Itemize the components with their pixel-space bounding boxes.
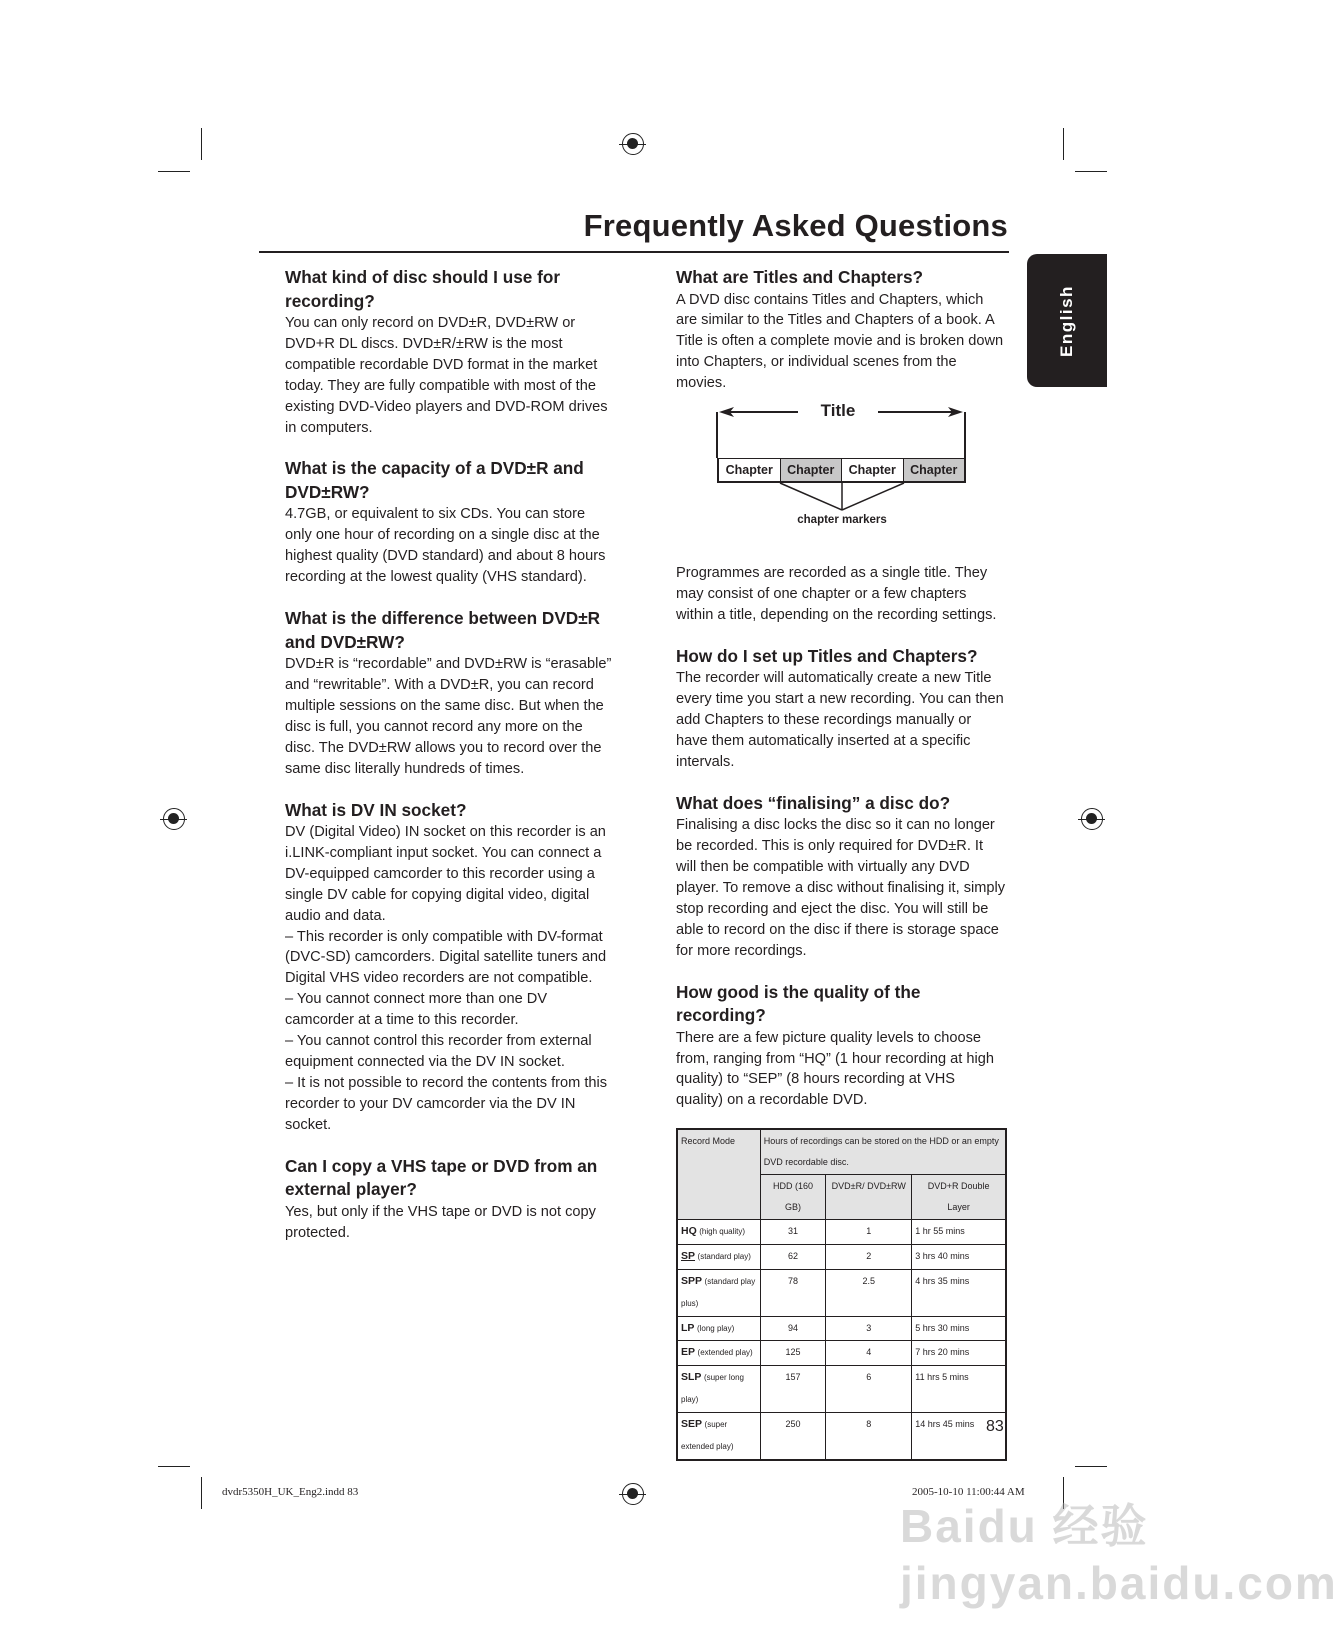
mode-cell bbox=[677, 1366, 760, 1413]
registration-mark-icon bbox=[622, 133, 644, 155]
crop-mark bbox=[158, 171, 190, 172]
faq-question: What does “finalising” a disc do? bbox=[676, 792, 951, 813]
mode-desc: (super long play) bbox=[681, 1373, 744, 1405]
header-hdd: HDD (160 GB) bbox=[760, 1175, 825, 1220]
footer-timestamp: 2005-10-10 11:00:44 AM bbox=[912, 1486, 1025, 1498]
header-record-mode: Record Mode bbox=[677, 1129, 760, 1219]
faq-answer: Finalising a disc locks the disc so it can no longer be recorded. This is only required for DVD±R. It will then be compatible with virtually any DVD player. To remove a disc without finalising it, simply stop recording and eject the disc. You will still be able to record on the disc if there is storage space for more recordings. bbox=[676, 817, 1006, 959]
faq-question: How do I set up Titles and Chapters? bbox=[676, 645, 978, 666]
dvd-cell: 3 bbox=[826, 1316, 912, 1341]
faq-answer: There are a few picture quality levels to choose from, ranging from “HQ” (1 hour recording at high quality) to “SEP” (8 hours recording at VHS quality) on a recordable DVD. bbox=[676, 1029, 994, 1109]
mode-cell bbox=[677, 1413, 760, 1460]
mode-cell bbox=[677, 1269, 760, 1316]
hdd-cell: 250 bbox=[760, 1413, 825, 1460]
faq-question: What are Titles and Chapters? bbox=[676, 267, 924, 287]
dvd-cell: 8 bbox=[826, 1413, 912, 1460]
hdd-cell: 94 bbox=[760, 1316, 825, 1341]
footer-file: dvdr5350H_UK_Eng2.indd 83 bbox=[222, 1486, 359, 1498]
faq-answer: – This recorder is only compatible with DV-format (DVC-SD) camcorders. Digital satellite tuners and Digital VHS video recorders are not compatible. bbox=[285, 928, 607, 987]
mode-cell bbox=[677, 1219, 760, 1244]
registration-mark-icon bbox=[622, 1483, 644, 1505]
page-title: Frequently Asked Questions bbox=[583, 208, 1008, 243]
crop-mark bbox=[201, 128, 202, 160]
mode-desc: (standard play) bbox=[697, 1251, 751, 1261]
mode-code: SP bbox=[681, 1249, 696, 1262]
chapter-box: Chapter bbox=[842, 459, 904, 481]
page-number: 83 bbox=[986, 1418, 1004, 1435]
table-row bbox=[677, 1244, 1006, 1269]
hdd-cell: 125 bbox=[760, 1341, 825, 1366]
faq-answer: – You cannot control this recorder from external equipment connected via the DV IN socket. bbox=[285, 1033, 592, 1070]
mode-cell bbox=[677, 1244, 760, 1269]
dvd-cell: 1 bbox=[826, 1219, 912, 1244]
titles-chapters-diagram bbox=[676, 398, 1006, 563]
crop-mark bbox=[201, 1477, 202, 1509]
faq-answer: 4.7GB, or equivalent to six CDs. You can store only one hour of recording on a single disc at the highest quality (DVD standard) and about 8 hours recording at the lowest quality (VHS standard). bbox=[285, 506, 606, 586]
mode-desc: (standard play plus) bbox=[681, 1276, 756, 1308]
faq-question: Can I copy a VHS tape or DVD from an external player? bbox=[285, 1155, 598, 1200]
table-row bbox=[677, 1341, 1006, 1366]
mode-code: EP bbox=[681, 1346, 696, 1359]
crop-mark bbox=[1075, 171, 1107, 172]
header-dvd: DVD±R/ DVD±RW bbox=[826, 1175, 912, 1220]
baidu-watermark: Baidu 经验 jingyan.baidu.com bbox=[900, 1500, 1338, 1609]
crop-mark bbox=[1075, 1466, 1107, 1467]
dvd-cell: 2 bbox=[826, 1244, 912, 1269]
mode-code: SPP bbox=[681, 1274, 703, 1287]
faq-answer: DV (Digital Video) IN socket on this recorder is an i.LINK-compliant input socket. You can connect a DV-equipped camcorder to this recorder using a single DV cable for copying digital video, digital audio and data. bbox=[285, 824, 606, 924]
dl-cell: 4 hrs 35 mins bbox=[912, 1269, 1006, 1316]
chapter-box: Chapter bbox=[781, 459, 843, 481]
mode-desc: (extended play) bbox=[697, 1348, 753, 1358]
table-row bbox=[677, 1269, 1006, 1316]
language-tab-label: English bbox=[1057, 284, 1076, 357]
dvd-cell: 4 bbox=[826, 1341, 912, 1366]
mode-cell bbox=[677, 1316, 760, 1341]
mode-code: SEP bbox=[681, 1418, 703, 1431]
dl-cell: 1 hr 55 mins bbox=[912, 1219, 1006, 1244]
faq-answer: Yes, but only if the VHS tape or DVD is not copy protected. bbox=[285, 1203, 596, 1241]
faq-question: What is the difference between DVD±R and DVD±RW? bbox=[285, 608, 601, 652]
chapter-markers-label: chapter markers bbox=[797, 514, 887, 527]
faq-question: How good is the quality of the recording? bbox=[676, 981, 921, 1026]
crop-mark bbox=[1063, 128, 1064, 160]
header-dl: DVD+R Double Layer bbox=[912, 1175, 1006, 1220]
dl-cell: 11 hrs 5 mins bbox=[912, 1366, 1006, 1413]
table-row bbox=[677, 1366, 1006, 1413]
dl-cell: 3 hrs 40 mins bbox=[912, 1244, 1006, 1269]
mode-desc: (high quality) bbox=[699, 1226, 746, 1236]
dvd-cell: 2.5 bbox=[826, 1269, 912, 1316]
title-rule bbox=[259, 251, 1009, 253]
mode-code: HQ bbox=[681, 1224, 697, 1237]
right-column bbox=[676, 266, 1006, 1461]
table-row bbox=[677, 1316, 1006, 1341]
diagram-title-label: Title bbox=[820, 401, 856, 421]
faq-answer: The recorder will automatically create a new Title every time you start a new recording. You can then add Chapters to these recordings manually or have them automatically inserted at a specific intervals. bbox=[676, 670, 1004, 770]
chapter-box: Chapter bbox=[904, 459, 965, 481]
header-hours: Hours of recordings can be stored on the HDD or an empty DVD recordable disc. bbox=[760, 1129, 1006, 1174]
faq-question: What is DV IN socket? bbox=[285, 799, 467, 820]
table-row bbox=[677, 1413, 1006, 1460]
table-row bbox=[677, 1219, 1006, 1244]
dl-cell: 7 hrs 20 mins bbox=[912, 1341, 1006, 1366]
crop-mark bbox=[158, 1466, 190, 1467]
mode-desc: (super extended play) bbox=[681, 1420, 734, 1452]
faq-question: What is the capacity of a DVD±R and DVD±RW? bbox=[285, 458, 584, 502]
mode-desc: (long play) bbox=[696, 1323, 735, 1333]
faq-answer: – You cannot connect more than one DV camcorder at a time to this recorder. bbox=[285, 991, 548, 1029]
hdd-cell: 31 bbox=[760, 1219, 825, 1244]
mode-cell bbox=[677, 1341, 760, 1366]
record-mode-table bbox=[676, 1128, 1007, 1461]
hdd-cell: 62 bbox=[760, 1244, 825, 1269]
chapter-box: Chapter bbox=[719, 459, 781, 481]
registration-mark-icon bbox=[163, 808, 185, 830]
mode-code: SLP bbox=[681, 1371, 702, 1384]
faq-answer: Programmes are recorded as a single title. They may consist of one chapter or a few chapters within a title, depending on the recording settings. bbox=[676, 565, 997, 623]
hdd-cell: 78 bbox=[760, 1269, 825, 1316]
hdd-cell: 157 bbox=[760, 1366, 825, 1413]
left-column bbox=[285, 266, 615, 1243]
dl-cell: 5 hrs 30 mins bbox=[912, 1316, 1006, 1341]
faq-answer: – It is not possible to record the contents from this recorder to your DV camcorder via the DV IN socket. bbox=[285, 1074, 608, 1133]
dl-cell: 14 hrs 45 mins bbox=[912, 1413, 1006, 1460]
dvd-cell: 6 bbox=[826, 1366, 912, 1413]
faq-answer: You can only record on DVD±R, DVD±RW or DVD+R DL discs. DVD±R/±RW is the most compatible recordable DVD format in the market today. They are fully compatible with most of the existing DVD-Video players and DVD-ROM drives in computers. bbox=[285, 315, 608, 436]
mode-code: LP bbox=[681, 1321, 695, 1334]
language-tab bbox=[1027, 254, 1107, 387]
registration-mark-icon bbox=[1081, 808, 1103, 830]
faq-answer: DVD±R is “recordable” and DVD±RW is “erasable” and “rewritable”. With a DVD±R, you can record multiple sessions on the same disc. But when the disc is full, you cannot record any more on the disc. The DVD±RW allows you to record over the same disc literally hundreds of times. bbox=[285, 656, 612, 777]
faq-question: What kind of disc should I use for recording? bbox=[285, 267, 561, 311]
faq-answer: A DVD disc contains Titles and Chapters, which are similar to the Titles and Chapters of a book. A Title is often a complete movie and is broken down into Chapters, or individual scenes from the movies. bbox=[676, 291, 1004, 392]
